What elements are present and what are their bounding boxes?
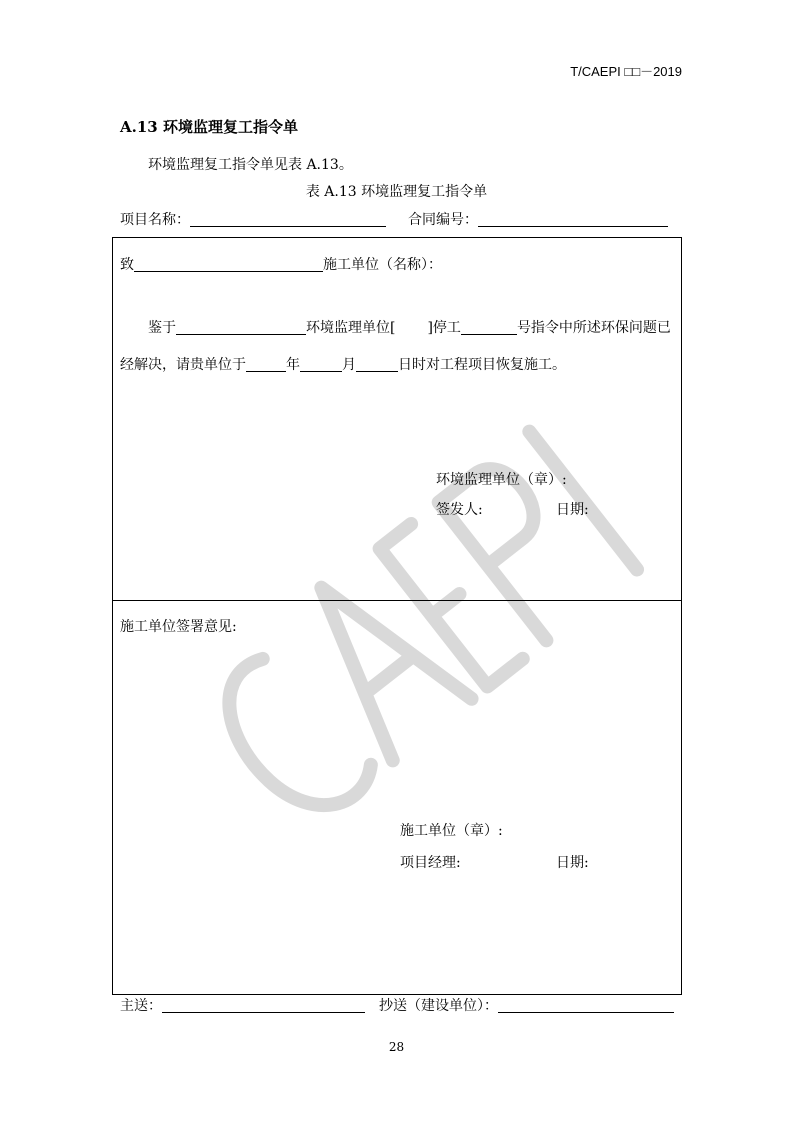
to-suffix: 施工单位（名称）： xyxy=(323,257,442,273)
contractor-seal-label: 施工单位（章）: xyxy=(400,823,503,839)
signer-label: 签发人: xyxy=(436,502,483,518)
p1-a: 鉴于 xyxy=(148,320,176,336)
p1-c: ]停工 xyxy=(427,320,461,336)
form-box-bottom xyxy=(112,994,682,995)
paragraph-line-1 xyxy=(148,320,671,335)
manager-label: 项目经理: xyxy=(400,855,461,871)
year-field[interactable] xyxy=(246,357,286,372)
form-box-top xyxy=(112,237,682,238)
page-number: 28 xyxy=(388,1040,405,1054)
p1-field-1[interactable] xyxy=(176,320,306,335)
send-to-label: 主送： xyxy=(120,998,162,1014)
send-to-row xyxy=(120,998,365,1013)
to-field[interactable] xyxy=(134,257,323,272)
p1-field-2[interactable] xyxy=(461,320,517,335)
p2-a: 经解决，请贵单位于 xyxy=(120,357,246,373)
project-name-label: 项目名称： xyxy=(120,212,190,228)
day-field[interactable] xyxy=(356,357,398,372)
p1-d: 号指令中所述环保问题已 xyxy=(516,320,671,336)
box1-date-label: 日期: xyxy=(556,502,589,518)
p2-d: 日时对工程项目恢复施工。 xyxy=(398,357,566,373)
form-box-divider xyxy=(112,600,682,601)
box2-date-label: 日期: xyxy=(556,855,589,871)
contract-no-field[interactable] xyxy=(478,212,668,227)
cc-row xyxy=(379,998,674,1013)
month-field[interactable] xyxy=(300,357,342,372)
to-label: 致 xyxy=(120,257,134,273)
send-to-field[interactable] xyxy=(162,998,365,1013)
form-box-right xyxy=(681,237,682,995)
form-box-left xyxy=(112,237,113,995)
p2-month: 月 xyxy=(342,357,356,373)
intro-text: 环境监理复工指令单见表 A.13。 xyxy=(148,157,353,173)
to-row xyxy=(120,257,442,272)
contract-no-label: 合同编号： xyxy=(408,212,478,228)
monitor-seal-label: 环境监理单位（章）: xyxy=(436,472,567,488)
section-heading: A.13 环境监理复工指令单 xyxy=(120,118,298,136)
standard-code: T/CAEPI □□－2019 xyxy=(570,64,682,79)
paragraph-line-2 xyxy=(120,357,566,372)
cc-field[interactable] xyxy=(498,998,674,1013)
table-caption: 表 A.13 环境监理复工指令单 xyxy=(305,184,488,200)
p1-b: 环境监理单位[ xyxy=(306,320,396,336)
project-name-row xyxy=(120,212,386,227)
project-name-field[interactable] xyxy=(190,212,386,227)
opinion-label: 施工单位签署意见: xyxy=(120,619,237,635)
p2-year: 年 xyxy=(286,357,300,373)
cc-label: 抄送（建设单位）： xyxy=(379,998,498,1014)
contract-no-row xyxy=(408,212,668,227)
